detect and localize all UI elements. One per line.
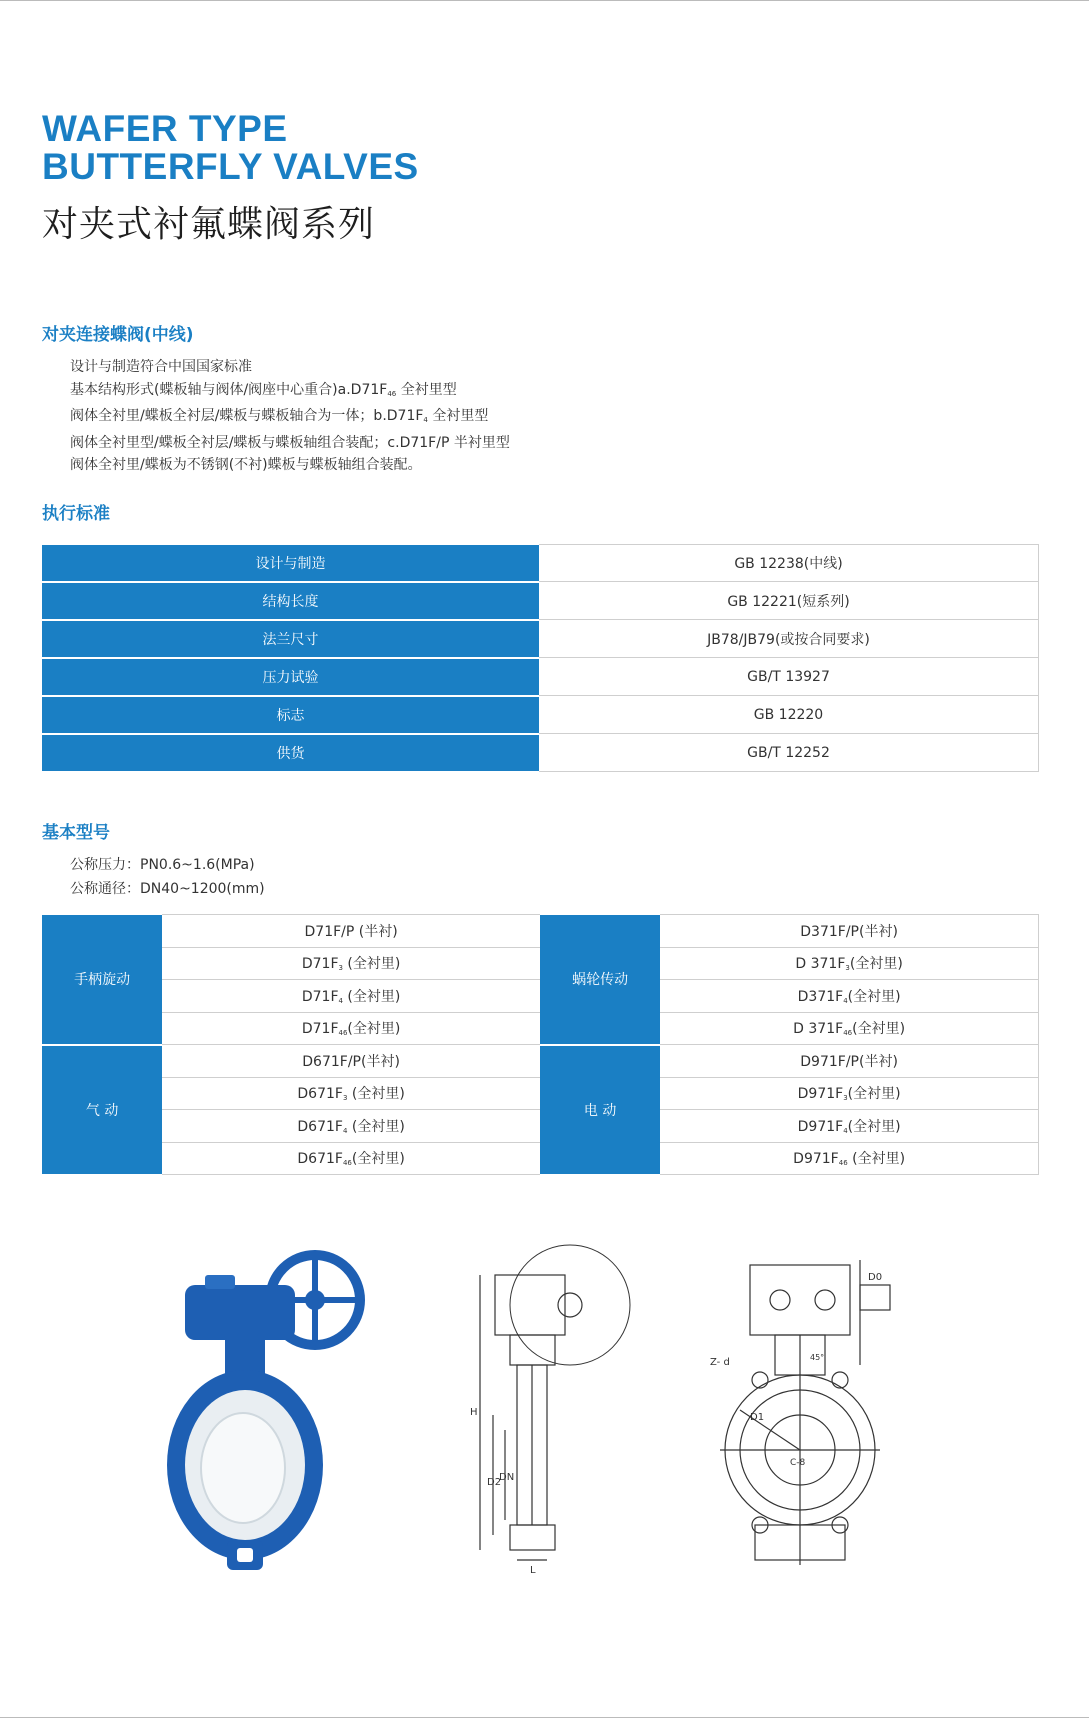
model-cell: D971F/P(半衬): [660, 1045, 1038, 1078]
model-cell: $D971F_4$(全衬里): [660, 1110, 1038, 1143]
label-c8: C-8: [790, 1458, 806, 1468]
desc-line-3: 阀体全衬里/蝶板全衬层/蝶板与蝶板轴合为一体；$b.D71F_4$ 全衬里型: [70, 408, 489, 424]
table-row: 压力试验 GB/T 13927: [42, 658, 1039, 696]
side-view-drawing: [455, 1235, 655, 1575]
table-row: 供货 GB/T 12252: [42, 734, 1039, 772]
model-cell: $D971F_3$(全衬里): [660, 1077, 1038, 1110]
page-title-zh: 对夹式衬氟蝶阀系列: [42, 204, 376, 245]
model-cell: $D671F_4$ (全衬里): [162, 1110, 540, 1143]
category-pneumatic: 气 动: [42, 1045, 162, 1175]
table-row: 设计与制造 GB 12238(中线): [42, 545, 1039, 582]
model-cell: $D71F_3$ (全衬里): [162, 947, 540, 980]
desc-line-5: 阀体全衬里/蝶板为不锈钢(不衬)蝶板与蝶板轴组合装配。: [70, 457, 422, 473]
standards-table: [42, 544, 1039, 773]
model-cell: $D71F_4$ (全衬里): [162, 980, 540, 1013]
desc-line-2: 基本结构形式(蝶板轴与阀体/阀座中心重合)$a.D71F_{46}$ 全衬里型: [70, 381, 457, 398]
description-paragraph: [70, 356, 510, 477]
model-cell: D371F/P(半衬): [660, 915, 1038, 948]
label-z-d: Z- d: [710, 1357, 730, 1368]
basic-params: [70, 853, 265, 901]
model-cell: $D71F_{46}$(全衬里): [162, 1012, 540, 1045]
valve-product-image: [165, 1240, 385, 1580]
nominal-diameter: 公称通径：DN40~1200(mm): [70, 881, 265, 897]
model-cell: D671F/P(半衬): [162, 1045, 540, 1078]
model-cell: $D671F_3$ (全衬里): [162, 1077, 540, 1110]
model-cell: $D671F_{46}$(全衬里): [162, 1142, 540, 1175]
table-row: 法兰尺寸 JB78/JB79(或按合同要求): [42, 620, 1039, 658]
label-d0: D0: [868, 1272, 883, 1283]
label-h: H: [470, 1407, 478, 1418]
section-title-models: 基本型号: [42, 823, 110, 843]
table-row: 标志 GB 12220: [42, 696, 1039, 734]
front-view-drawing: [700, 1235, 930, 1575]
model-cell: D $371F_{46}$(全衬里): [660, 1012, 1038, 1045]
section-title-connection: 对夹连接蝶阀(中线): [42, 325, 194, 345]
title-en-line1: WAFER TYPE: [42, 108, 288, 149]
model-cell: $D371F_4$(全衬里): [660, 980, 1038, 1013]
desc-line-4: 阀体全衬里型/蝶板全衬层/蝶板与蝶板轴组合装配；c.D71F/P 半衬里型: [70, 434, 510, 451]
table-row: [42, 1045, 1039, 1078]
category-manual: 手柄旋动: [42, 915, 162, 1045]
category-worm-gear: 蜗轮传动: [540, 915, 660, 1045]
title-en-line2: BUTTERFLY VALVES: [42, 146, 419, 187]
table-row: 结构长度 GB 12221(短系列): [42, 582, 1039, 620]
model-cell: D $371F_3$(全衬里): [660, 947, 1038, 980]
label-d2: D2: [487, 1477, 502, 1488]
nominal-pressure: 公称压力：PN0.6~1.6(MPa): [70, 857, 255, 873]
label-l: L: [530, 1565, 536, 1575]
top-border: [0, 0, 1089, 1]
desc-line-1: 设计与制造符合中国国家标准: [70, 359, 252, 375]
category-electric: 电 动: [540, 1045, 660, 1175]
section-title-standards: 执行标准: [42, 504, 110, 524]
label-dn: DN: [499, 1472, 515, 1483]
model-cell: $D971F_{46}$ (全衬里): [660, 1142, 1038, 1175]
models-table: [42, 914, 1039, 1176]
page-title-en: [42, 110, 419, 186]
label-45: 45°: [810, 1353, 825, 1362]
table-row: [42, 915, 1039, 948]
label-d1: D1: [750, 1412, 765, 1423]
model-cell: D71F/P (半衬): [162, 915, 540, 948]
